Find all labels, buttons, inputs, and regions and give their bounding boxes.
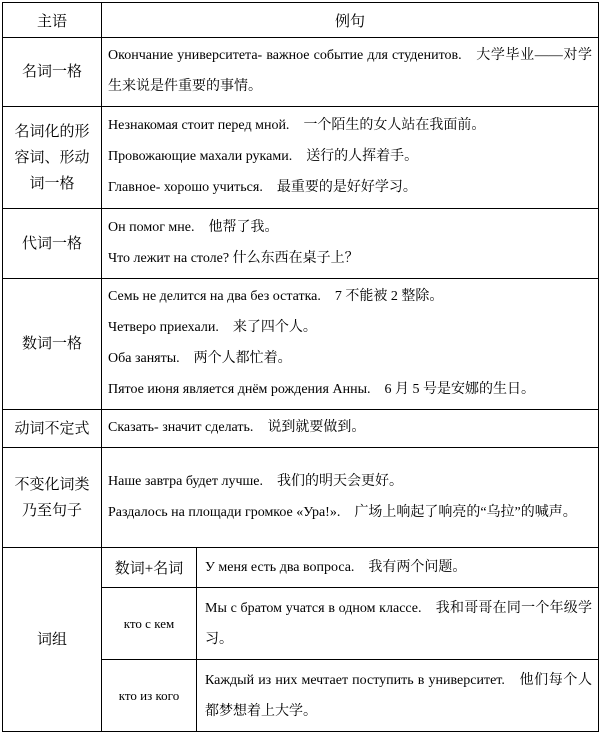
table-row — [3, 410, 599, 448]
example-line — [205, 593, 592, 655]
table-row — [3, 209, 599, 279]
example-line — [108, 172, 592, 203]
header-example: 例句 — [102, 3, 599, 38]
example-ru: Незнакомая стоит перед мной. — [108, 118, 290, 133]
example-ru: Семь не делится на два без остатка. — [108, 289, 321, 304]
example-line — [108, 412, 592, 443]
phrase-label: кто с кем — [102, 588, 197, 660]
example-line — [108, 312, 592, 343]
example-line — [205, 665, 592, 727]
example-zh: 他们每个人都梦想着上大学。 — [205, 672, 593, 719]
example-zh: 一个陌生的女人站在我面前。 — [303, 118, 486, 133]
example-zh: 我和哥哥在同一个年级学习。 — [205, 600, 593, 647]
example-zh: 广场上响起了响亮的“乌拉”的喊声。 — [354, 504, 577, 520]
row-subject — [3, 448, 102, 548]
row-examples — [102, 279, 599, 410]
example-ru: Четверо приехали. — [108, 320, 219, 335]
example-zh: 来了四个人。 — [232, 320, 317, 335]
example-zh: 他帮了我。 — [208, 219, 279, 235]
example-zh: 6 月 5 号是安娜的生日。 — [384, 382, 535, 397]
subject-line: 词一格 — [29, 175, 75, 192]
example-line — [108, 243, 592, 274]
table-row — [3, 38, 599, 107]
example-ru: Он помог мне. — [108, 219, 195, 235]
phrase-label: 数词+名词 — [102, 548, 197, 588]
row-examples — [102, 38, 599, 107]
phrase-example — [197, 548, 599, 588]
example-line — [108, 212, 592, 243]
example-zh: 最重要的是好好学习。 — [276, 180, 417, 195]
table-row — [3, 548, 599, 588]
example-zh: 我们的明天会更好。 — [277, 473, 404, 489]
example-ru: Раздалось на площади громкое «Ура!». — [108, 504, 341, 520]
row-subject: 代词一格 — [3, 209, 102, 279]
row-subject — [3, 107, 102, 209]
example-zh: 我有两个问题。 — [368, 560, 467, 575]
example-ru: У меня есть два вопроса. — [205, 560, 355, 575]
example-zh: 大学毕业——对学生来说是件重要的事情。 — [108, 48, 593, 94]
example-ru: Пятое июня является днём рождения Анны. — [108, 382, 371, 397]
row-subject: 动词不定式 — [3, 410, 102, 448]
row-examples — [102, 410, 599, 448]
example-ru: Каждый из них мечтает поступить в университет. — [205, 672, 505, 688]
table-row — [3, 279, 599, 410]
example-zh: 什么东西在桌子上？ — [232, 250, 359, 266]
row-examples — [102, 107, 599, 209]
example-ru: Главное- хорошо учиться. — [108, 180, 263, 195]
example-zh: 两个人都忙着。 — [193, 351, 292, 366]
example-ru: Сказать- значит сделать. — [108, 420, 254, 435]
row-examples — [102, 448, 599, 548]
phrase-example — [197, 660, 599, 732]
example-zh: 说到就要做到。 — [267, 420, 366, 435]
example-line — [205, 552, 592, 583]
example-line — [108, 281, 592, 312]
subject-line: 名词化的形 — [14, 123, 90, 140]
phrase-example — [197, 588, 599, 660]
row-examples — [102, 209, 599, 279]
example-line — [108, 40, 592, 102]
subject-line: 容词、形动 — [14, 149, 90, 166]
row-subject: 词组 — [3, 548, 102, 732]
table-row — [3, 107, 599, 209]
example-ru: Мы с братом учатся в одном классе. — [205, 600, 422, 616]
header-subject: 主语 — [3, 3, 102, 38]
example-line — [108, 343, 592, 374]
example-line — [108, 466, 592, 497]
row-subject: 数词一格 — [3, 279, 102, 410]
example-zh: 送行的人挥着手。 — [306, 149, 419, 164]
subject-line: 乃至句子 — [21, 502, 82, 519]
example-ru: Что лежит на столе? — [108, 250, 230, 266]
example-ru: Окончание университета- важное событие для студенитов. — [108, 48, 462, 63]
grammar-table — [2, 2, 599, 732]
phrase-label: кто из кого — [102, 660, 197, 732]
row-subject: 名词一格 — [3, 38, 102, 107]
example-line — [108, 141, 592, 172]
header-row — [3, 3, 599, 38]
example-line — [108, 497, 592, 528]
example-ru: Наше завтра будет лучше. — [108, 473, 264, 489]
subject-line: 不变化词类 — [14, 476, 90, 493]
example-line — [108, 110, 592, 141]
table-row — [3, 448, 599, 548]
example-zh: 7 不能被 2 整除。 — [334, 289, 444, 304]
example-ru: Оба заняты. — [108, 351, 180, 366]
example-line — [108, 374, 592, 405]
example-ru: Провожающие махали руками. — [108, 149, 293, 164]
